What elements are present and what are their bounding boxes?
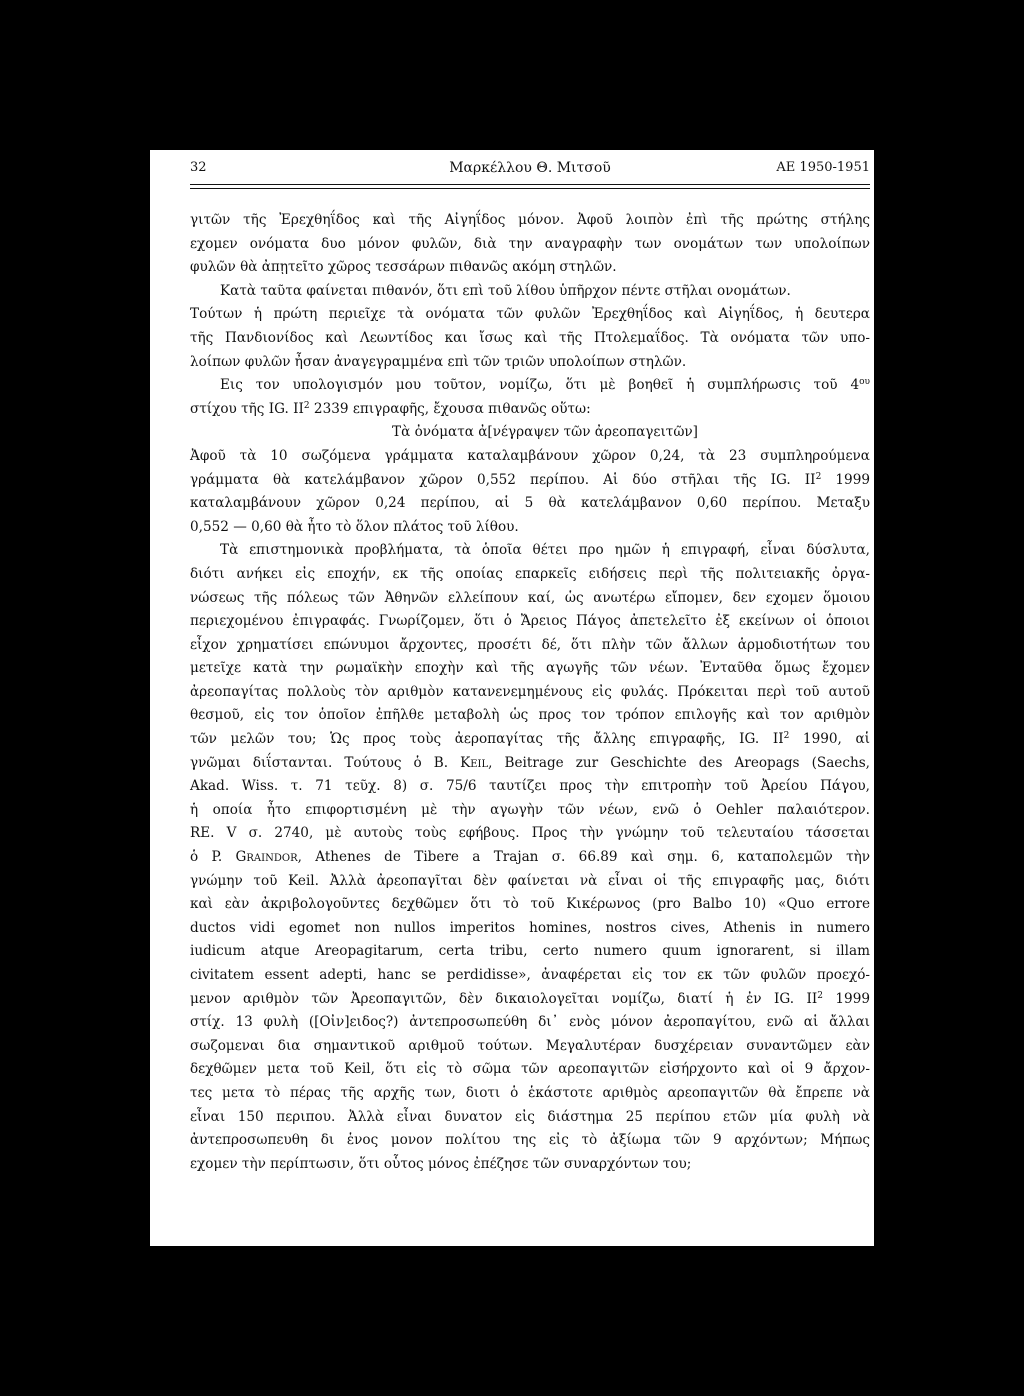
text-line: ὁ P. Graindor, Athenes de Tibere a Trajan σ. 66.89 καὶ σημ. 6, καταπολεμῶν τὴν <box>190 849 870 866</box>
paragraph-5 <box>190 445 870 539</box>
text-line: στίχ. 13 φυλὴ ([Οἰν]ειδος?) ἀντεπροσωπεύθη δι᾽ ενὸς μόνον ἀεροπαγίτου, ενῶ αἱ ἄλλαι <box>190 1014 870 1031</box>
text-line: περιεχομένου ἐπιγραφάς. Γνωρίζομεν, ὅτι ὁ Ἄρειος Πάγος ἀπετελεῖτο ἐξ εκείνων οἱ ὁποιοι <box>190 613 870 630</box>
text-line: νώσεως τῆς πόλεως τῶν Ἀθηνῶν ελλείπουν καί, ὡς ανωτέρω εἴπομεν, δεν εχομεν ὅμοιου <box>190 589 870 606</box>
text-line: ἡ οποία ἦτο επιφορτισμένη μὲ τὴν αγωγὴν τῶν νέων, ενῶ ὁ Oehler παλαιότερον. <box>190 801 870 818</box>
header-author: Μαρκέλλου Θ. Μιτσοῦ <box>449 160 611 176</box>
running-header <box>190 160 870 184</box>
text-line: εχομεν ονόματα δυο μόνον φυλῶν, διὰ την αναγραφὴν των ονομάτων των υπολοίπων <box>190 235 870 252</box>
text-line: καὶ εὰν ἀκριβολογοῦντες δεχθῶμεν ὅτι τὸ τοῦ Κικέρωνος (pro Balbo 10) «Quo errore <box>190 896 870 913</box>
text-line: λοίπων φυλῶν ἦσαν ἀναγεγραμμένα επὶ τῶν τριῶν υπολοίπων στηλῶν. <box>190 353 687 370</box>
text-line: Τὰ επιστημονικὰ προβλήματα, τὰ ὁποῖα θέτει προ ημῶν ἡ επιγραφή, εἶναι δύσλυτα, <box>220 542 870 559</box>
text-line: iudicum atque Areopagitarum, certa tribu, certo numero quum ignorarent, si illam <box>190 943 870 960</box>
text-line: θεσμοῦ, εἰς τον ὁποῖον ἐπῆλθε μεταβολὴ ὡς προς τον τρόπον επιλογῆς καὶ τον αριθμὸν <box>190 707 870 724</box>
text-line: γνώμην τοῦ Keil. Ἀλλὰ ἀρεοπαγῖται δὲν φαίνεται νὰ εἶναι οἱ τῆς επιγραφῆς μας, διότι <box>190 872 870 889</box>
text-line: δεχθῶμεν μετα τοῦ Keil, ὅτι εἰς τὸ σῶμα τῶν αρεοπαγιτῶν εἰσήρχοντο καὶ οἱ 9 ἄρχον- <box>190 1061 870 1078</box>
text-line: Κατὰ ταῦτα φαίνεται πιθανόν, ὅτι επὶ τοῦ λίθου ὑπῆρχον πέντε στῆλαι ονομάτων. <box>220 282 791 299</box>
text-line: στίχου τῆς IG. $II^2$ 2339 επιγραφῆς, ἔχουσα πιθανῶς οὕτω: <box>190 400 591 417</box>
text-line: μετεῖχε κατὰ την ρωμαϊκὴν εποχὴν καὶ τῆς αγωγῆς τῶν νέων. Ἐνταῦθα ὅμως ἔχομεν <box>190 660 870 677</box>
text-line: εἶναι 150 περιπου. Ἀλλὰ εἶναι δυνατον εἰς διάστημα 25 περίπου ετῶν μία φυλὴ νὰ <box>190 1108 870 1125</box>
text-line: γιτῶν τῆς Ἐρεχθηΐδος καὶ τῆς Αἰγηΐδος μόνον. Ἀφοῦ λοιπὸν ἐπὶ τῆς πρώτης στήλης <box>190 212 870 228</box>
header-rule-thin <box>190 188 870 189</box>
text-line: εχομεν τὴν περίπτωσιν, ὅτι οὗτος μόνος ἐπέζησε τῶν συναρχόντων του; <box>190 1155 692 1172</box>
text-line: τῆς Πανδιονίδος καὶ Λεωντίδος και ἴσως καὶ τῆς Πτολεμαΐδος. Τὰ ονόματα τῶν υπο- <box>190 329 870 346</box>
text-line: ἀντεπροσωπευθη δι ἑνος μονον πολίτου της εἰς τὸ ἀξίωμα τῶν 9 αρχόντων; Μήπως <box>190 1132 870 1149</box>
text-line: ductos vidi egomet non nullos imperitos homines, nostros cives, Athenis in numero <box>190 919 870 936</box>
text-line: ἀρεοπαγίτας πολλοὺς τὸν αριθμὸν κατανενεμημένους εἰς φυλάς. Πρόκειται περὶ τοῦ αυτοῦ <box>190 683 870 700</box>
text-line: τῶν μελῶν του; Ὡς προς τοὺς ἀεροπαγίτας τῆς ἄλλης επιγραφῆς, IG. $II^2$ 1990, αἱ <box>190 731 870 748</box>
text-line: Ἀφοῦ τὰ 10 σωζόμενα γράμματα καταλαμβάνουν χῶρον 0,24, τὰ 23 συμπληρούμενα <box>190 447 870 464</box>
text-line: γράμματα θὰ κατελάμβανον χῶρον 0,552 περίπου. Αἱ δύο στῆλαι τῆς IG. $II^2$ 1999 <box>190 471 870 488</box>
text-line: γνῶμαι διΐστανται. Τούτους ὁ B. Keil, Beitrage zur Geschichte des Areopags (Saechs, <box>190 754 871 771</box>
text-line: Τούτων ἡ πρώτη περιεῖχε τὰ ονόματα τῶν φυλῶν Ἐρεχθηΐδος καὶ Αἰγηΐδος, ἡ δευτερα <box>190 306 870 323</box>
paragraph-6 <box>190 539 870 1176</box>
paragraph-3 <box>190 303 870 374</box>
text-line: καταλαμβάνουν χῶρον 0,24 περίπου, αἱ 5 θὰ κατελάμβανον 0,60 περίπου. Μεταξυ <box>190 495 870 512</box>
text-line: σωζομεναι δια σημαντικοῦ αριθμοῦ τούτων. Μεγαλυτέραν δυσχέρειαν συναντῶμεν εὰν <box>190 1037 870 1054</box>
paragraph-4 <box>190 374 870 421</box>
text-line: τες μετα τὸ πέρας τῆς αρχῆς των, διοτι ὁ ἑκάστοτε αριθμὸς αρεοπαγιτῶν θὰ ἔπρεπε νὰ <box>190 1084 870 1101</box>
text-line: Εις τον υπολογισμόν μου τοῦτον, νομίζω, ὅτι μὲ βοηθεῖ ἡ συμπλήρωσις τοῦ $4^{o\upsilon}$ <box>220 377 870 394</box>
text-line: μενον αριθμὸν τῶν Ἀρεοπαγιτῶν, δὲν δικαιολογεῖται νομίζω, διατί ἡ ἐν IG. $II^2$ 1999 <box>190 990 870 1007</box>
text-line: 0,552 — 0,60 θὰ ἦτο τὸ ὅλον πλάτος τοῦ λίθου. <box>190 518 519 535</box>
text-line: διότι ανήκει εἰς εποχήν, εκ τῆς οποίας επαρκεῖς ειδήσεις περὶ τῆς πολιτειακῆς ὀργα- <box>190 565 870 582</box>
header-journal: ΑΕ 1950-1951 <box>776 160 870 175</box>
text-line: civitatem essent adepti, hanc se perdidisse», ἀναφέρεται εἰς τον εκ τῶν φυλῶν προεχό- <box>190 967 870 983</box>
text-line: RE. V σ. 2740, μὲ αυτοὺς τοὺς εφήβους. Προς τὴν γνώμην τοῦ τελευταίου τάσσεται <box>190 825 870 842</box>
text-line: εἶχον χρηματίσει επώνυμοι ἄρχοντες, προσέτι δέ, ὅτι πλὴν τῶν ἄλλων ἁρμοδιοτήτων του <box>190 636 870 653</box>
text-line: φυλῶν θὰ ἀπῃτεῖτο χῶρος τεσσάρων πιθανῶς ακόμη στηλῶν. <box>190 259 617 276</box>
paragraph-1 <box>190 209 870 280</box>
restoration-line: Τὰ ὀνόματα ἀ[νέγραψεν τῶν ἀρεοπαγειτῶν] <box>392 424 698 441</box>
paragraph-2 <box>190 280 870 304</box>
article-body <box>190 209 870 1176</box>
header-rule-thick <box>190 184 870 185</box>
text-line: Akad. Wiss. τ. 71 τεῦχ. 8) σ. 75/6 ταυτίζει προς τὴν επιτροπὴν τοῦ Ἀρείου Πάγου, <box>190 778 870 795</box>
page-number: 32 <box>190 160 207 175</box>
